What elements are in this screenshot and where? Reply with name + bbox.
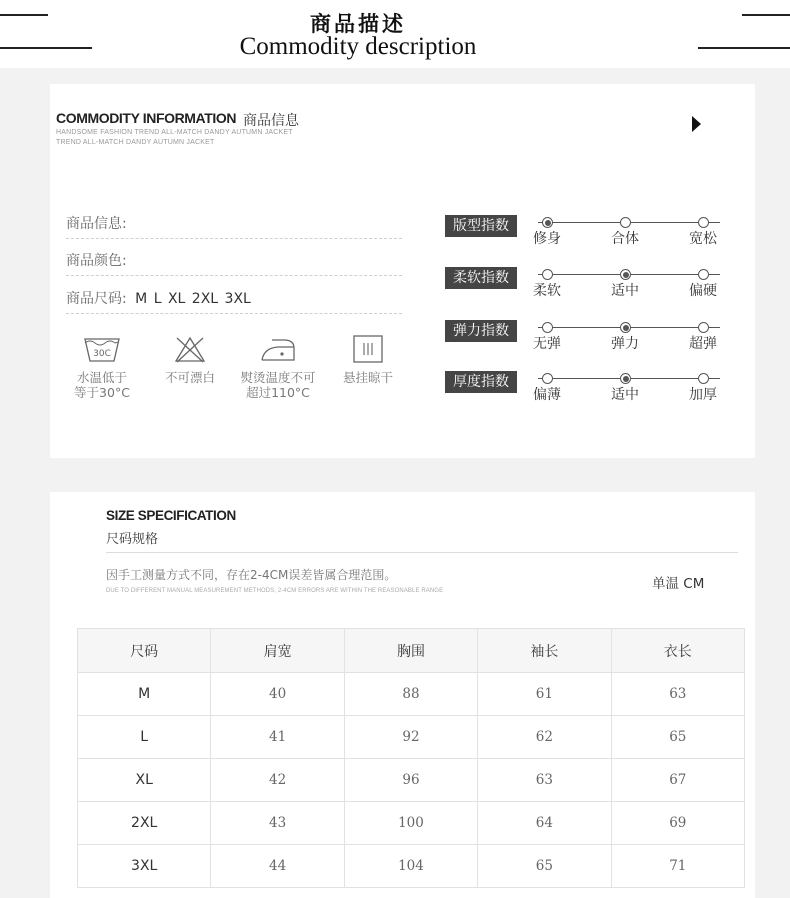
field-label: 商品颜色: xyxy=(66,253,127,269)
table-cell: 100 xyxy=(344,802,477,845)
index-track xyxy=(538,327,720,328)
svg-text:30C: 30C xyxy=(93,349,111,359)
table-cell: 3XL xyxy=(78,845,211,888)
table-cell: 43 xyxy=(211,802,344,845)
table-cell: 69 xyxy=(611,802,744,845)
column-header: 尺码 xyxy=(78,629,211,673)
table-cell: 63 xyxy=(478,759,611,802)
table-cell: 2XL xyxy=(78,802,211,845)
index-label: 柔软指数 xyxy=(445,267,517,289)
index-dot xyxy=(698,322,709,333)
index-label: 厚度指数 xyxy=(445,371,517,393)
column-header: 胸围 xyxy=(344,629,477,673)
info-title-en: COMMODITY INFORMATION xyxy=(56,110,237,126)
info-title-cn: 商品信息 xyxy=(243,113,299,129)
column-header: 袖长 xyxy=(478,629,611,673)
index-dot-selected xyxy=(620,373,631,384)
index-option-label: 偏薄 xyxy=(533,387,561,403)
info-subtitle: TREND ALL-MATCH DANDY AUTUMN JACKET xyxy=(56,139,215,146)
care-label: 悬挂晾干 xyxy=(342,370,393,385)
field-value: M L XL 2XL 3XL xyxy=(135,291,251,307)
index-track xyxy=(538,378,720,379)
divider xyxy=(106,552,738,553)
table-cell: XL xyxy=(78,759,211,802)
table-cell: 40 xyxy=(211,673,344,716)
index-option-label: 无弹 xyxy=(533,336,561,352)
table-cell: 92 xyxy=(344,716,477,759)
care-label: 熨烫温度不可 xyxy=(240,370,316,385)
field-product-info xyxy=(66,212,402,239)
no-bleach-icon xyxy=(170,334,210,364)
table-header-row xyxy=(78,629,745,673)
table-cell: 41 xyxy=(211,716,344,759)
wash-30-icon xyxy=(82,334,122,364)
table-row xyxy=(78,802,745,845)
index-dot xyxy=(542,269,553,280)
index-track xyxy=(538,274,720,275)
size-title-cn: 尺码规格 xyxy=(106,532,159,547)
table-cell: 65 xyxy=(478,845,611,888)
table-cell: 42 xyxy=(211,759,344,802)
size-note: 因手工测量方式不同，存在2-4CM误差皆属合理范围。 xyxy=(106,568,397,582)
header-deco-line xyxy=(742,14,790,16)
size-spec-card xyxy=(50,492,755,898)
table-cell: 96 xyxy=(344,759,477,802)
column-header: 肩宽 xyxy=(211,629,344,673)
arrow-right-icon xyxy=(692,116,701,132)
index-dot xyxy=(620,217,631,228)
index-dot xyxy=(698,373,709,384)
iron-icon xyxy=(258,334,298,364)
index-option-label: 柔软 xyxy=(533,283,561,299)
table-cell: 67 xyxy=(611,759,744,802)
index-option-label: 适中 xyxy=(611,387,639,403)
care-no-bleach xyxy=(150,334,230,385)
index-track xyxy=(538,222,720,223)
size-table xyxy=(77,628,745,888)
table-cell: M xyxy=(78,673,211,716)
index-dot xyxy=(698,269,709,280)
field-label: 商品尺码: xyxy=(66,291,127,307)
field-product-color xyxy=(66,249,402,276)
field-label: 商品信息: xyxy=(66,216,127,232)
care-hang-dry xyxy=(328,334,408,385)
hang-dry-icon xyxy=(348,334,388,364)
table-cell: 64 xyxy=(478,802,611,845)
care-label: 等于30°C xyxy=(74,385,130,400)
index-dot xyxy=(542,322,553,333)
care-label: 水温低于 xyxy=(76,370,127,385)
table-row xyxy=(78,673,745,716)
table-row xyxy=(78,716,745,759)
index-dot-selected xyxy=(542,217,553,228)
index-option-label: 弹力 xyxy=(611,336,639,352)
care-label: 超过110°C xyxy=(246,385,310,400)
table-cell: 63 xyxy=(611,673,744,716)
table-cell: 62 xyxy=(478,716,611,759)
index-option-label: 偏硬 xyxy=(689,283,717,299)
table-row xyxy=(78,845,745,888)
info-subtitle: HANDSOME FASHION TREND ALL-MATCH DANDY AUTUMN JACKET xyxy=(56,129,293,136)
table-cell: 71 xyxy=(611,845,744,888)
size-title-en: SIZE SPECIFICATION xyxy=(106,508,236,523)
index-option-label: 超弹 xyxy=(689,336,717,352)
commodity-info-card xyxy=(50,84,755,458)
header-title-cn: 商品描述 xyxy=(310,11,406,36)
care-label: 不可漂白 xyxy=(164,370,215,385)
index-dot-selected xyxy=(620,322,631,333)
index-option-label: 加厚 xyxy=(689,387,717,403)
index-label: 弹力指数 xyxy=(445,320,517,342)
index-option-label: 宽松 xyxy=(689,231,717,247)
care-iron xyxy=(236,334,320,400)
care-wash xyxy=(62,334,142,400)
table-cell: 61 xyxy=(478,673,611,716)
index-dot-selected xyxy=(620,269,631,280)
column-header: 衣长 xyxy=(611,629,744,673)
table-cell: 65 xyxy=(611,716,744,759)
table-cell: L xyxy=(78,716,211,759)
index-dot xyxy=(698,217,709,228)
table-cell: 44 xyxy=(211,845,344,888)
index-dot xyxy=(542,373,553,384)
header-title-en: Commodity description xyxy=(239,33,477,60)
table-cell: 104 xyxy=(344,845,477,888)
page-header xyxy=(0,0,790,68)
table-row xyxy=(78,759,745,802)
index-option-label: 适中 xyxy=(611,283,639,299)
field-product-size xyxy=(66,287,402,314)
index-option-label: 修身 xyxy=(533,231,561,247)
size-note-en: DUE TO DIFFERENT MANUAL MEASUREMENT METHODS, 2-4CM ERRORS ARE WITHIN THE REASONABLE RANGE xyxy=(106,588,444,594)
table-cell: 88 xyxy=(344,673,477,716)
index-label: 版型指数 xyxy=(445,215,517,237)
index-option-label: 合体 xyxy=(611,231,639,247)
size-unit: 单温 CM xyxy=(652,576,705,592)
